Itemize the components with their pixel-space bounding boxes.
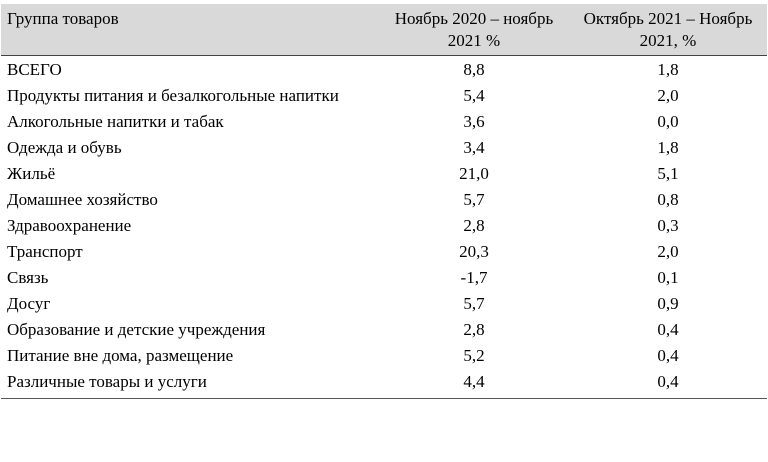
row-yoy: 20,3 xyxy=(459,242,489,261)
row-yoy: 5,2 xyxy=(463,346,485,365)
row-yoy: 2,8 xyxy=(463,320,485,339)
table-row xyxy=(1,134,767,160)
row-group: Домашнее хозяйство xyxy=(7,190,158,209)
table-row xyxy=(1,368,767,399)
table-row xyxy=(1,108,767,134)
table-row xyxy=(1,186,767,212)
table-row xyxy=(1,56,767,83)
row-mom: 0,4 xyxy=(657,320,679,339)
row-mom: 0,0 xyxy=(657,112,679,131)
row-group: Продукты питания и безалкогольные напитки xyxy=(7,86,339,105)
row-mom: 1,8 xyxy=(657,60,679,79)
price-change-table xyxy=(1,4,767,399)
row-yoy: 5,4 xyxy=(463,86,485,105)
row-group: Различные товары и услуги xyxy=(1,368,379,399)
row-mom: 0,8 xyxy=(657,190,679,209)
row-mom: 2,0 xyxy=(657,242,679,261)
row-yoy: -1,7 xyxy=(460,268,488,287)
row-mom: 2,0 xyxy=(657,86,679,105)
table-row xyxy=(1,316,767,342)
row-yoy: 5,7 xyxy=(463,190,485,209)
header-group: Группа товаров xyxy=(1,4,379,56)
table-row xyxy=(1,290,767,316)
row-mom: 0,1 xyxy=(657,268,679,287)
row-mom: 0,9 xyxy=(657,294,679,313)
table-row xyxy=(1,212,767,238)
row-yoy: 5,7 xyxy=(463,294,485,313)
row-group: Транспорт xyxy=(7,242,83,261)
row-group: Здравоохранение xyxy=(7,216,132,235)
row-mom: 0,3 xyxy=(657,216,679,235)
table-row xyxy=(1,264,767,290)
row-yoy: 3,4 xyxy=(463,138,485,157)
row-mom: 0,4 xyxy=(569,368,767,399)
table-header xyxy=(1,4,767,56)
row-group: Одежда и обувь xyxy=(7,138,122,157)
row-mom: 0,4 xyxy=(657,346,679,365)
table-row xyxy=(1,342,767,368)
row-group: Связь xyxy=(7,268,49,287)
row-group: Алкогольные напитки и табак xyxy=(7,112,224,131)
table-body xyxy=(1,56,767,399)
row-group: ВСЕГО xyxy=(7,60,62,79)
table-row xyxy=(1,238,767,264)
table-row xyxy=(1,160,767,186)
row-yoy: 2,8 xyxy=(463,216,485,235)
table-row xyxy=(1,82,767,108)
row-group: Образование и детские учреждения xyxy=(7,320,266,339)
row-yoy: 21,0 xyxy=(459,164,489,183)
row-group: Жильё xyxy=(7,164,56,183)
row-mom: 1,8 xyxy=(657,138,679,157)
header-yoy: Ноябрь 2020 – ноябрь 2021 % xyxy=(379,4,569,56)
row-mom: 5,1 xyxy=(657,164,679,183)
row-group: Питание вне дома, размещение xyxy=(7,346,234,365)
row-yoy: 8,8 xyxy=(463,60,485,79)
row-yoy: 3,6 xyxy=(463,112,485,131)
row-yoy: 4,4 xyxy=(379,368,569,399)
header-mom: Октябрь 2021 – Ноябрь 2021, % xyxy=(569,4,767,56)
header-row xyxy=(1,4,767,56)
row-group: Досуг xyxy=(7,294,51,313)
